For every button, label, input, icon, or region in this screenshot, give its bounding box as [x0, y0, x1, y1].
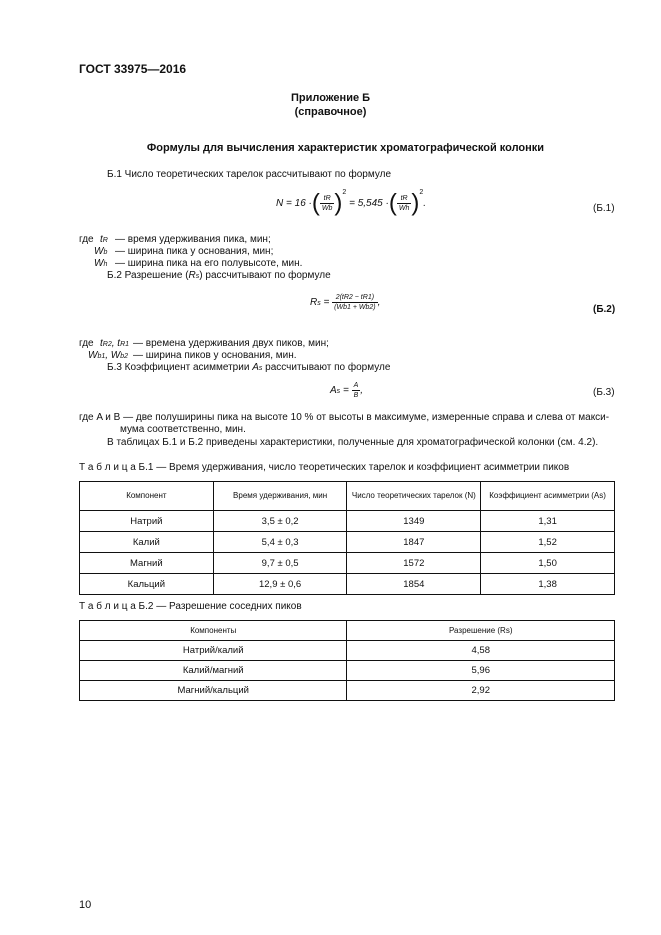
table1-header: Компонент: [80, 482, 214, 511]
table-cell: 5,96: [347, 661, 615, 681]
table2-header: Разрешение (Rs): [347, 621, 615, 641]
table-cell: Калий: [80, 532, 214, 553]
table-cell: 5,4 ± 0,3: [213, 532, 347, 553]
table1-header: Время удерживания, мин: [213, 482, 347, 511]
def-wb1-wb2: — ширина пиков у основания, мин.: [133, 350, 297, 361]
table-cell: 1,50: [481, 553, 615, 574]
symbol-wb: Wb: [94, 246, 108, 257]
table-cell: Магний/кальций: [80, 681, 347, 701]
def-wh: — ширина пика на его полувысоте, мин.: [115, 258, 303, 269]
table1-caption: [79, 462, 569, 474]
table-cell: 9,7 ± 0,5: [213, 553, 347, 574]
eq-number-b3: (Б.3): [593, 387, 615, 398]
def-tr2-tr1: — времена удерживания двух пиков, мин;: [133, 338, 329, 349]
table-cell: Натрий/калий: [80, 641, 347, 661]
table2-caption-text: — Разрешение соседних пиков: [153, 601, 302, 612]
table-cell: 1572: [347, 553, 481, 574]
table1-header: Число теоретических тарелок (N): [347, 482, 481, 511]
def-wb: — ширина пика у основания, мин;: [115, 246, 274, 257]
eq-number-b1: (Б.1): [593, 203, 615, 214]
formula-b1: N = 16 ·( $\frac{tR}{Wb}$ )$^2$ = 5,545 ·( $\frac{tR}{Wh}$ )$^2$.: [276, 189, 427, 217]
b2-intro: Б.2 Разрешение (Rs) рассчитывают по формуле: [107, 270, 331, 281]
table-row: [80, 532, 615, 553]
table-cell: 2,92: [347, 681, 615, 701]
symbol-wb1-wb2: Wb1, Wb2: [88, 350, 129, 361]
eq-number-b2: (Б.2): [593, 304, 616, 315]
table-cell: 1349: [347, 511, 481, 532]
table-row: [80, 681, 615, 701]
b3-def-line1: где A и B — две полуширины пика на высоте 10 % от высоты в максимуме, измеренные справа и слева от макси-: [79, 412, 610, 423]
table-cell: 3,5 ± 0,2: [213, 511, 347, 532]
symbol-tr2-tr1: tR2, tR1: [100, 338, 130, 349]
tables-note: В таблицах Б.1 и Б.2 приведены характеристики, полученные для хроматографической колонки (см. 4.2).: [107, 437, 599, 448]
table-cell: 1854: [347, 574, 481, 595]
where-word: где: [79, 234, 94, 245]
table-cell: 1,38: [481, 574, 615, 595]
table-row: [80, 511, 615, 532]
table1-header: Коэффициент асимметрии (As): [481, 482, 615, 511]
table-cell: 1,52: [481, 532, 615, 553]
formula-b2: Rs = $\frac{2(tR2 - tR1)}{(Wb1 + Wb2)}$ ,: [310, 294, 381, 311]
table-cell: 1,31: [481, 511, 615, 532]
table-cell: 1847: [347, 532, 481, 553]
table1-header-row: [80, 482, 615, 511]
symbol-tr: tR: [100, 234, 108, 245]
table-cell: Кальций: [80, 574, 214, 595]
table-row: [80, 553, 615, 574]
section-heading: Формулы для вычисления характеристик хроматографической колонки: [146, 142, 545, 154]
b2-intro-a: Б.2 Разрешение (: [107, 270, 189, 281]
where-word-2: где: [79, 338, 94, 349]
table2-header: Компоненты: [80, 621, 347, 641]
b3-intro-a: Б.3 Коэффициент асимметрии: [107, 362, 250, 373]
b3-def-line2: мума соответственно, мин.: [120, 424, 246, 435]
table2-caption: [79, 601, 302, 613]
b3-intro: Б.3 Коэффициент асимметрии As рассчитывают по формуле: [107, 362, 391, 373]
table-b2: [79, 620, 615, 701]
formula-b3: As = $\frac{A}{B}$ ,: [330, 382, 364, 399]
b1-intro: Б.1 Число теоретических тарелок рассчитывают по формуле: [107, 169, 392, 180]
b2-intro-b: ) рассчитывают по формуле: [199, 270, 331, 281]
table1-caption-label: Т а б л и ц а Б.1: [79, 462, 154, 473]
table1-caption-text: — Время удерживания, число теоретических тарелок и коэффициент асимметрии пиков: [153, 462, 570, 473]
table-cell: Натрий: [80, 511, 214, 532]
table-row: [80, 574, 615, 595]
page-number: 10: [79, 899, 92, 911]
table-b1: [79, 481, 615, 595]
annex-title: Приложение Б: [290, 92, 371, 104]
table-cell: Магний: [80, 553, 214, 574]
table2-caption-label: Т а б л и ц а Б.2: [79, 601, 154, 612]
table-row: [80, 641, 615, 661]
symbol-wh: Wh: [94, 258, 108, 269]
table-cell: 12,9 ± 0,6: [213, 574, 347, 595]
table-row: [80, 661, 615, 681]
annex-subtitle: (справочное): [294, 106, 367, 118]
def-tr: — время удерживания пика, мин;: [115, 234, 271, 245]
table-cell: Калий/магний: [80, 661, 347, 681]
table2-header-row: [80, 621, 615, 641]
table-cell: 4,58: [347, 641, 615, 661]
document-code: ГОСТ 33975—2016: [79, 62, 187, 76]
b3-intro-b: рассчитывают по формуле: [265, 362, 391, 373]
